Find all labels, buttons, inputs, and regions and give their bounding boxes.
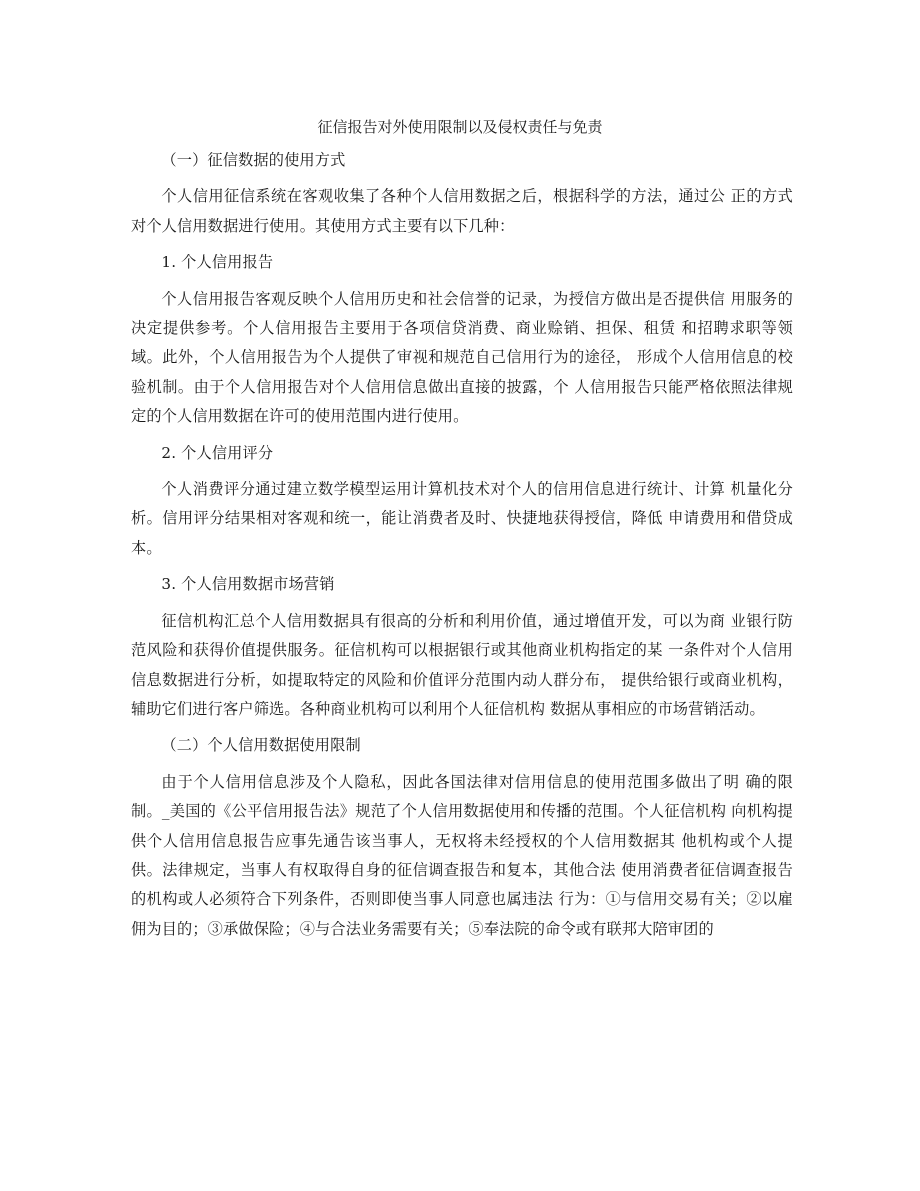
section-heading-usage-methods: （一）征信数据的使用方式 bbox=[161, 151, 346, 169]
paragraph-credit-report: 个人信用报告客观反映个人信用历史和社会信誉的记录，为授信方做出是否提供信 用服务的决定提供参考。个人信用报告主要用于各项信贷消费、商业赊销、担保、租赁 和招聘求职等领域。此外，个人信用报告为个人提供了审视和规范自己信用行为的途径， 形成个人信用信息的校验机制。由于个人信用报告对个人信用信息做出直接的披露，个 人信用报告只能严格依照法律规定的个人信用数据在许可的使用范围内进行使用。 bbox=[131, 289, 793, 426]
subheading-data-marketing: 3. 个人信用数据市场营销 bbox=[161, 575, 335, 594]
document-title: 征信报告对外使用限制以及侵权责任与免责 bbox=[317, 118, 603, 136]
subheading-credit-score: 2. 个人信用评分 bbox=[161, 443, 274, 462]
paragraph-credit-score: 个人消费评分通过建立数学模型运用计算机技术对个人的信用信息进行统计、计算 机量化分析。信用评分结果相对客观和统一，能让消费者及时、快捷地获得授信，降低 申请费用和借贷成本。 bbox=[131, 480, 793, 557]
section-heading-usage-restrictions: （二）个人信用数据使用限制 bbox=[161, 736, 361, 755]
document-body bbox=[131, 146, 793, 944]
subheading-credit-report: 1. 个人信用报告 bbox=[161, 253, 274, 272]
paragraph-usage-restrictions: 由于个人信用信息涉及个人隐私，因此各国法律对信用信息的使用范围多做出了明 确的限制。_美国的《公平信用报告法》规范了个人信用数据使用和传播的范围。个人征信机构 向机构提供个人信用信息报告应事先通告该当事人，无权将未经授权的个人信用数据其 他机构或个人提供。法律规定，当事人有权取得自身的征信调查报告和复本，其他合法 使用消费者征信调查报告的机构或人必须符合下列条件，否则即使当事人同意也属违法 行为：①与信用交易有关；②以雇佣为目的；③承做保险；④与合法业务需要有关；⑤奉法院的命令或有联邦大陪审团的 bbox=[131, 772, 793, 938]
paragraph-data-marketing: 征信机构汇总个人信用数据具有很高的分析和利用价值，通过增值开发，可以为商 业银行防范风险和获得价值提供服务。征信机构可以根据银行或其他商业机构指定的某 一条件对个人信用信息数据进行分析，如提取特定的风险和价值评分范围内动人群分布， 提供给银行或商业机构，辅助它们进行客户筛选。各种商业机构可以利用个人征信机构 数据从事相应的市场营销活动。 bbox=[131, 611, 793, 718]
paragraph-usage-intro: 个人信用征信系统在客观收集了各种个人信用数据之后，根据科学的方法，通过公 正的方式对个人信用数据进行使用。其使用方式主要有以下几种： bbox=[131, 187, 793, 235]
